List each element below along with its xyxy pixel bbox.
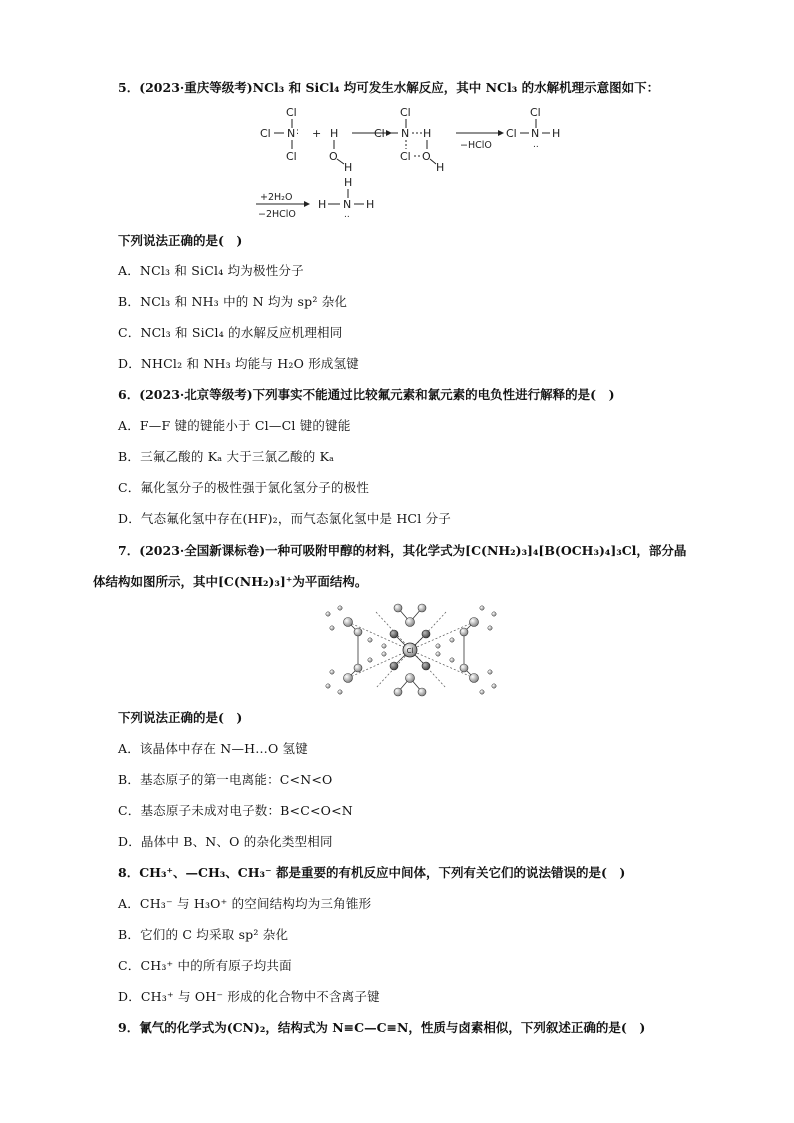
svg-text:H: H xyxy=(330,127,339,140)
q8-stem: 8．CH₃⁺、—CH₃、CH₃⁻ 都是重要的有机反应中间体，下列有关它们的说法错误的是( ) xyxy=(118,865,626,880)
q8-option-a[interactable]: A．CH₃⁻ 与 H₃O⁺ 的空间结构均为三角锥形 xyxy=(118,896,372,911)
q5-option-a[interactable]: A．NCl₃ 和 SiCl₄ 均为极性分子 xyxy=(118,263,304,278)
svg-text:N: N xyxy=(531,127,540,140)
q9-stem: 9．氰气的化学式为(CN)₂，结构式为 N≡C—C≡N，性质与卤素相似，下列叙述正确的是( ) xyxy=(118,1020,646,1035)
svg-text:H: H xyxy=(552,127,561,140)
q6-option-b[interactable]: B．三氟乙酸的 Kₐ 大于三氯乙酸的 Kₐ xyxy=(118,449,335,464)
svg-text:..: .. xyxy=(533,140,539,150)
svg-text:O: O xyxy=(422,150,431,163)
q5-hydrolysis-scheme xyxy=(250,104,580,220)
svg-text:Cl: Cl xyxy=(286,150,297,163)
svg-text:Cl: Cl xyxy=(506,127,517,140)
q5-ask: 下列说法正确的是( ) xyxy=(118,233,243,248)
q7-crystal-structure-figure xyxy=(318,600,504,700)
q5-step3-label-top: +2H₂O xyxy=(260,192,293,203)
q5-option-d[interactable]: D．NHCl₂ 和 NH₃ 均能与 H₂O 形成氢键 xyxy=(118,356,360,371)
q5-option-b[interactable]: B．NCl₃ 和 NH₃ 中的 N 均为 sp² 杂化 xyxy=(118,294,348,309)
q8-option-d[interactable]: D．CH₃⁺ 与 OH⁻ 形成的化合物中不含离子键 xyxy=(118,989,380,1004)
svg-text::: : xyxy=(296,127,300,137)
q8-option-b[interactable]: B．它们的 C 均采取 sp² 杂化 xyxy=(118,927,289,942)
q5-step3-label-bottom: −2HClO xyxy=(258,209,296,220)
svg-text:Cl: Cl xyxy=(400,106,411,119)
q6-stem: 6．(2023·北京等级考)下列事实不能通过比较氟元素和氯元素的电负性进行解释的是( ) xyxy=(118,387,615,402)
q7-option-d[interactable]: D．晶体中 B、N、O 的杂化类型相同 xyxy=(118,834,333,849)
q8-option-c[interactable]: C．CH₃⁺ 中的所有原子均共面 xyxy=(118,958,292,973)
svg-text:Cl: Cl xyxy=(400,150,411,163)
q7-center-atom-label: Cl xyxy=(406,647,414,655)
q7-stem-line2: 体结构如图所示，其中[C(NH₂)₃]⁺为平面结构。 xyxy=(93,574,368,589)
q5-plus-sign: + xyxy=(312,127,322,140)
svg-text:H: H xyxy=(344,161,353,174)
q7-option-c[interactable]: C．基态原子未成对电子数：B<C<O<N xyxy=(118,803,353,818)
q6-option-a[interactable]: A．F—F 键的键能小于 Cl—Cl 键的键能 xyxy=(118,418,351,433)
q7-option-a[interactable]: A．该晶体中存在 N—H…O 氢键 xyxy=(118,741,308,756)
svg-text:Cl: Cl xyxy=(374,127,385,140)
q5-atom-cl: Cl xyxy=(286,106,297,119)
svg-text:H: H xyxy=(366,198,375,211)
q7-ask: 下列说法正确的是( ) xyxy=(118,710,243,725)
svg-text:Cl: Cl xyxy=(260,127,271,140)
svg-text:H: H xyxy=(318,198,327,211)
q7-stem-line1: 7．(2023·全国新课标卷)一种可吸附甲醇的材料，其化学式为[C(NH₂)₃]₄[B(OCH₃)₄]₃Cl，部分晶 xyxy=(118,543,687,558)
svg-text:N: N xyxy=(287,127,296,140)
q7-option-b[interactable]: B．基态原子的第一电离能：C<N<O xyxy=(118,772,333,787)
svg-text:H: H xyxy=(436,161,445,174)
svg-text:O: O xyxy=(329,150,338,163)
svg-text:N: N xyxy=(343,198,352,211)
q6-option-c[interactable]: C．氟化氢分子的极性强于氯化氢分子的极性 xyxy=(118,480,370,495)
svg-text:N: N xyxy=(401,127,410,140)
svg-text:H: H xyxy=(344,176,353,189)
q5-step2-label: −HClO xyxy=(460,140,492,151)
q5-stem: 5．(2023·重庆等级考)NCl₃ 和 SiCl₄ 均可发生水解反应，其中 NCl₃ 的水解机理示意图如下： xyxy=(118,80,660,95)
q6-option-d[interactable]: D．气态氟化氢中存在(HF)₂，而气态氯化氢中是 HCl 分子 xyxy=(118,511,451,526)
svg-text:..: .. xyxy=(344,210,350,220)
svg-text:Cl: Cl xyxy=(530,106,541,119)
q5-option-c[interactable]: C．NCl₃ 和 SiCl₄ 的水解反应机理相同 xyxy=(118,325,343,340)
svg-text:H: H xyxy=(423,127,432,140)
